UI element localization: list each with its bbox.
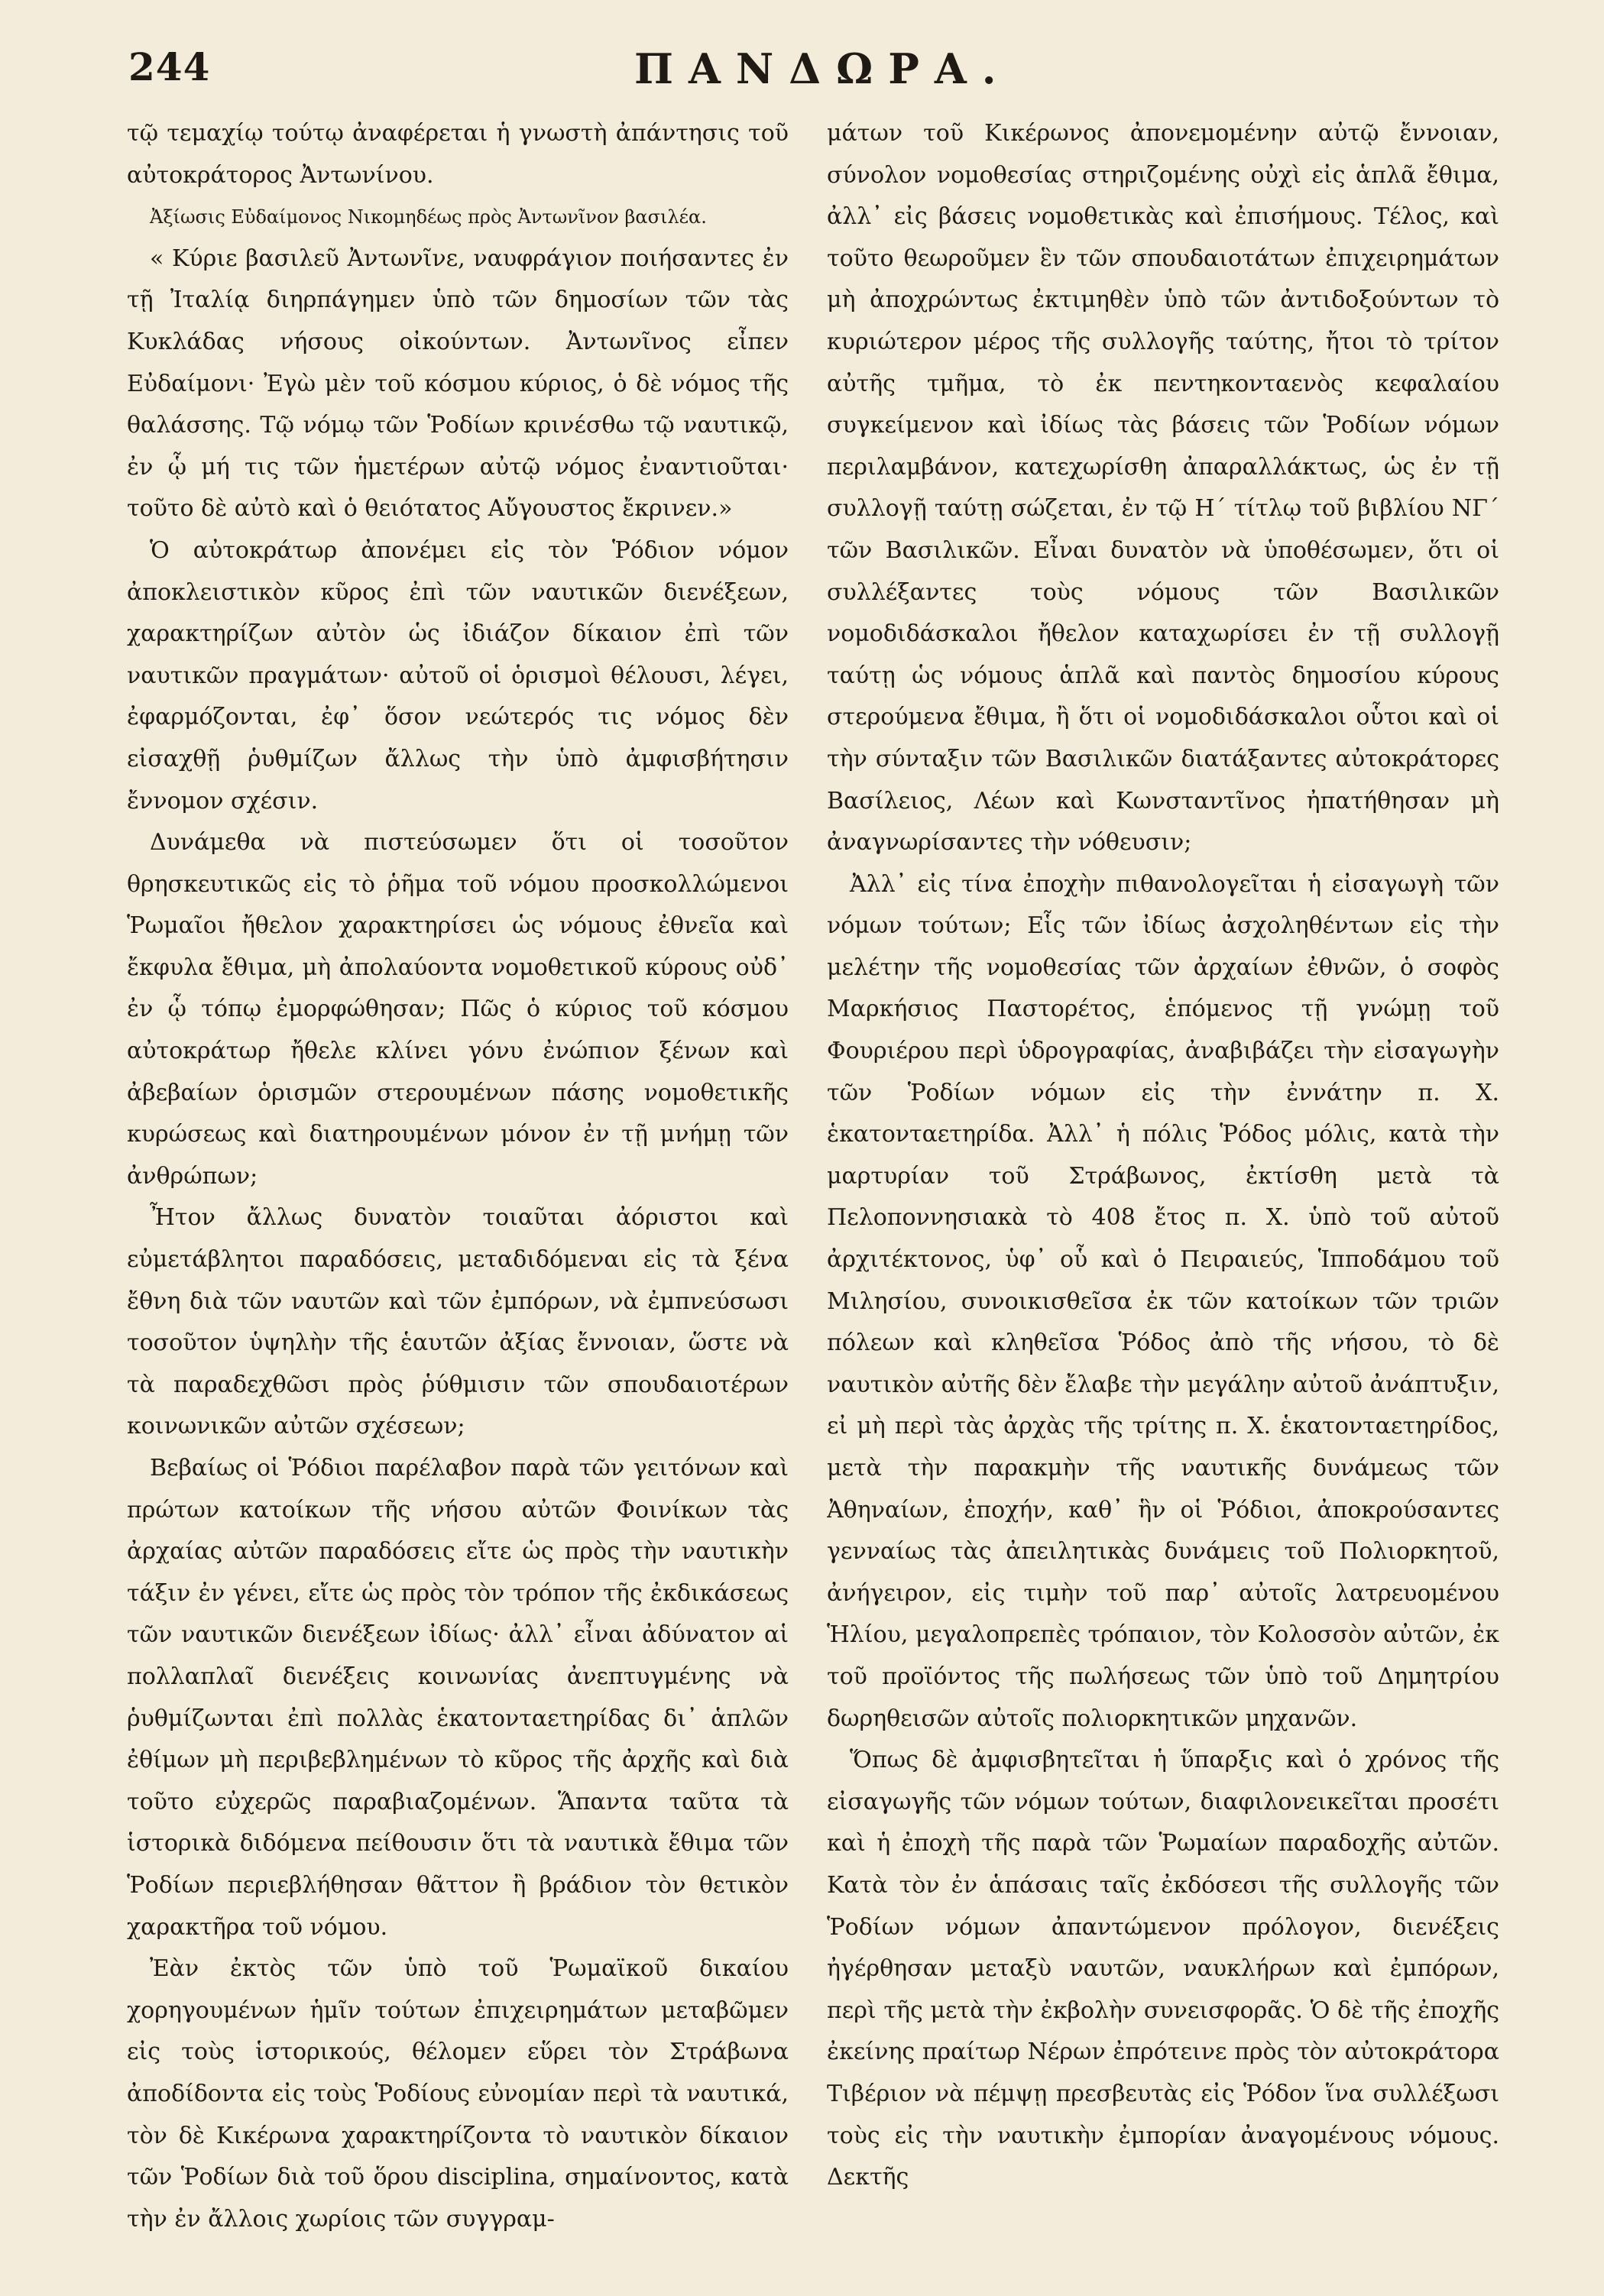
- paragraph: Βεβαίως οἱ Ῥόδιοι παρέλαβον παρὰ τῶν γειτόνων καὶ πρώτων κατοίκων τῆς νήσου αὐτῶν Φοινίκων τὰς ἀρχαίας αὐτῶν παραδόσεις εἴτε ὡς πρὸς τὴν ναυτικὴν τάξιν ἐν γένει, εἴτε ὡς πρὸς τὸν τρόπον τῆς ἐκδικάσεως τῶν ναυτικῶν διενέξεων ἰδίως· ἀλλ᾽ εἶναι ἀδύνατον αἱ πολλαπλαῖ διενέξεις κοινωνίας ἀνεπτυγμένης νὰ ῥυθμίζωνται ἐπὶ πολλὰς ἑκατονταετηρίδας δι᾽ ἁπλῶν ἐθίμων μὴ περιβεβλημένων τὸ κῦρος τῆς ἀρχῆς καὶ διὰ τοῦτο εὐχερῶς παραβιαζομένων. Ἅπαντα ταῦτα τὰ ἱστορικὰ διδόμενα πείθουσιν ὅτι τὰ ναυτικὰ ἔθιμα τῶν Ῥοδίων περιεβλήθησαν θᾶττον ἢ βράδιον τὸν θετικὸν χαρακτῆρα τοῦ νόμου.: [127, 1455, 789, 1941]
- right-column: [827, 113, 1499, 2275]
- paragraph: Ἐὰν ἐκτὸς τῶν ὑπὸ τοῦ Ῥωμαϊκοῦ δικαίου χορηγουμένων ἡμῖν τούτων ἐπιχειρημάτων μεταβῶμεν εἰς τοὺς ἱστορικούς, θέλομεν εὕρει τὸν Στράβωνα ἀποδίδοντα εἰς τοὺς Ῥοδίους εὐνομίαν περὶ τὰ ναυτικά, τὸν δὲ Κικέρωνα χαρακτηρίζοντα τὸ ναυτικὸν δίκαιον τῶν Ῥοδίων διὰ τοῦ ὅρου disciplina, σημαίνοντος, κατὰ τὴν ἐν ἄλλοις χωρίοις τῶν συγγραμ-: [127, 1955, 789, 2233]
- paragraph: Ὁ αὐτοκράτωρ ἀπονέμει εἰς τὸν Ῥόδιον νόμον ἀποκλειστικὸν κῦρος ἐπὶ τῶν ναυτικῶν διενέξεων, χαρακτηρίζων αὐτὸν ὡς ἰδιάζον δίκαιον ἐπὶ τῶν ναυτικῶν πραγμάτων· αὐτοῦ οἱ ὁρισμοὶ θέλουσι, λέγει, ἐφαρμόζονται, ἐφ᾽ ὅσον νεώτερός τις νόμος δὲν εἰσαχθῇ ῥυθμίζων ἄλλως τὴν ὑπὸ ἀμφισβήτησιν ἔννομον σχέσιν.: [127, 536, 789, 814]
- paragraph: « Κύριε βασιλεῦ Ἀντωνῖνε, ναυφράγιον ποιήσαντες ἐν τῇ Ἰταλίᾳ διηρπάγημεν ὑπὸ τῶν δημοσίων τῶν τὰς Κυκλάδας νήσους οἰκούντων. Ἀντωνῖνος εἶπεν Εὐδαίμονι· Ἐγὼ μὲν τοῦ κόσμου κύριος, ὁ δὲ νόμος τῆς θαλάσσης. Τῷ νόμῳ τῶν Ῥοδίων κρινέσθω τῷ ναυτικῷ, ἐν ᾧ μή τις τῶν ἡμετέρων αὐτῷ νόμος ἐναντιοῦται· τοῦτο δὲ αὐτὸ καὶ ὁ θειότατος Αὔγουστος ἔκρινεν.»: [127, 244, 789, 523]
- paragraph: Ὅπως δὲ ἀμφισβητεῖται ἡ ὕπαρξις καὶ ὁ χρόνος τῆς εἰσαγωγῆς τῶν νόμων τούτων, διαφιλονεικεῖται προσέτι καὶ ἡ ἐποχὴ τῆς παρὰ τῶν Ῥωμαίων παραδοχῆς αὐτῶν. Κατὰ τὸν ἐν ἁπάσαις ταῖς ἐκδόσεσι τῆς συλλογῆς τῶν Ῥοδίων νόμων ἀπαντώμενον πρόλογον, διενέξεις ἠγέρθησαν μεταξὺ ναυτῶν, ναυκλήρων καὶ ἐμπόρων, περὶ τῆς μετὰ τὴν ἐκβολὴν συνεισφορᾶς. Ὁ δὲ τῆς ἐποχῆς ἐκείνης πραίτωρ Νέρων ἐπρότεινε πρὸς τὸν αὐτοκράτορα Τιβέριον νὰ πέμψῃ πρεσβευτὰς εἰς Ῥόδον ἵνα συλλέξωσι τοὺς εἰς τὴν ναυτικὴν ἐμπορίαν ἀναγομένους νόμους. Δεκτῆς: [827, 1747, 1499, 2191]
- paragraph: Ἦτον ἄλλως δυνατὸν τοιαῦται ἀόριστοι καὶ εὐμετάβλητοι παραδόσεις, μεταδιδόμεναι εἰς τὰ ξένα ἔθνη διὰ τῶν ναυτῶν καὶ τῶν ἐμπόρων, νὰ ἐμπνεύσωσι τοσοῦτον ὑψηλὴν τῆς ἑαυτῶν ἀξίας ἔννοιαν, ὥστε νὰ τὰ παραδεχθῶσι πρὸς ῥύθμισιν τῶν σπουδαιοτέρων κοινωνικῶν αὐτῶν σχέσεων;: [127, 1204, 789, 1440]
- paragraph: Δυνάμεθα νὰ πιστεύσωμεν ὅτι οἱ τοσοῦτον θρησκευτικῶς εἰς τὸ ῥῆμα τοῦ νόμου προσκολλώμενοι Ῥωμαῖοι ἤθελον χαρακτηρίσει ὡς νόμους ἐθνεῖα καὶ ἔκφυλα ἔθιμα, μὴ ἀπολαύοντα νομοθετικοῦ κύρους οὐδ᾽ ἐν ᾧ τόπῳ ἐμορφώθησαν; Πῶς ὁ κύριος τοῦ κόσμου αὐτοκράτωρ ἤθελε κλίνει γόνυ ἐνώπιον ξένων καὶ ἀβεβαίων ὁρισμῶν στερουμένων πάσης νομοθετικῆς κυρώσεως καὶ διατηρουμένων μόνον ἐν τῇ μνήμῃ τῶν ἀνθρώπων;: [127, 829, 789, 1190]
- left-column: [127, 113, 789, 2275]
- paragraph: μάτων τοῦ Κικέρωνος ἀπονεμομένην αὐτῷ ἔννοιαν, σύνολον νομοθεσίας στηριζομένης οὐχὶ εἰς ἁπλᾶ ἔθιμα, ἀλλ᾽ εἰς βάσεις νομοθετικὰς καὶ ἐπισήμους. Τέλος, καὶ τοῦτο θεωροῦμεν ἓν τῶν σπουδαιοτάτων ἐπιχειρημάτων μὴ ἀποχρώντως ἐκτιμηθὲν ὑπὸ τῶν ἀντιδοξούντων τὸ κυριώτερον μέρος τῆς συλλογῆς ταύτης, ἤτοι τὸ τρίτον αὐτῆς τμῆμα, τὸ ἐκ πεντηκονταενὸς κεφαλαίου συγκείμενον καὶ ἰδίως τὰς βάσεις τῶν Ῥοδίων νόμων περιλαμβάνον, κατεχωρίσθη ἀπαραλλάκτως, ὡς ἐν τῇ συλλογῇ ταύτῃ σώζεται, ἐν τῷ Η´ τίτλῳ τοῦ βιβλίου ΝΓ´ τῶν Βασιλικῶν. Εἶναι δυνατὸν νὰ ὑποθέσωμεν, ὅτι οἱ συλλέξαντες τοὺς νόμους τῶν Βασιλικῶν νομοδιδάσκαλοι ἤθελον καταχωρίσει ἐν τῇ συλλογῇ ταύτῃ ὡς νόμους ἁπλᾶ καὶ παντὸς δημοσίου κύρους στερούμενα ἔθιμα, ἢ ὅτι οἱ νομοδιδάσκαλοι οὗτοι καὶ οἱ τὴν σύνταξιν τῶν Βασιλικῶν διατάξαντες αὐτοκράτορες Βασίλειος, Λέων καὶ Κωνσταντῖνος ἠπατήθησαν μὴ ἀναγνωρίσαντες τὴν νόθευσιν;: [827, 120, 1499, 857]
- petition-heading: Ἀξίωσις Εὐδαίμονος Νικομηδέως πρὸς Ἀντωνῖνον βασιλέα.: [150, 206, 707, 228]
- running-head-title: ΠΑΝΔΩΡΑ.: [634, 44, 1012, 93]
- paragraph: τῷ τεμαχίῳ τούτῳ ἀναφέρεται ἡ γνωστὴ ἀπάντησις τοῦ αὐτοκράτορος Ἀντωνίνου.: [127, 120, 789, 189]
- paragraph: Ἀλλ᾽ εἰς τίνα ἐποχὴν πιθανολογεῖται ἡ εἰσαγωγὴ τῶν νόμων τούτων; Εἷς τῶν ἰδίως ἀσχοληθέντων εἰς τὴν μελέτην τῆς νομοθεσίας τῶν ἀρχαίων ἐθνῶν, ὁ σοφὸς Μαρκήσιος Παστορέτος, ἑπόμενος τῇ γνώμῃ τοῦ Φουριέρου περὶ ὑδρογραφίας, ἀναβιβάζει τὴν εἰσαγωγὴν τῶν Ῥοδίων νόμων εἰς τὴν ἐννάτην π. Χ. ἑκατονταετηρίδα. Ἀλλ᾽ ἡ πόλις Ῥόδος μόλις, κατὰ τὴν μαρτυρίαν τοῦ Στράβωνος, ἐκτίσθη μετὰ τὰ Πελοποννησιακὰ τὸ 408 ἔτος π. Χ. ὑπὸ τοῦ αὐτοῦ ἀρχιτέκτονος, ὑφ᾽ οὗ καὶ ὁ Πειραιεύς, Ἱπποδάμου τοῦ Μιλησίου, συνοικισθεῖσα ἐκ τῶν κατοίκων τῶν τριῶν πόλεων καὶ κληθεῖσα Ῥόδος ἀπὸ τῆς νήσου, τὸ δὲ ναυτικὸν αὐτῆς δὲν ἔλαβε τὴν μεγάλην αὐτοῦ ἀνάπτυξιν, εἰ μὴ περὶ τὰς ἀρχὰς τῆς τρίτης π. Χ. ἑκατονταετηρίδος, μετὰ τὴν παρακμὴν τῆς ναυτικῆς δυνάμεως τῶν Ἀθηναίων, ἐποχήν, καθ᾽ ἣν οἱ Ῥόδιοι, ἀποκρούσαντες γενναίως τὰς ἀπειλητικὰς δυνάμεις τοῦ Πολιορκητοῦ, ἀνήγειρον, εἰς τιμὴν τοῦ παρ᾽ αὐτοῖς λατρευομένου Ἡλίου, μεγαλοπρεπὲς τρόπαιον, τὸν Κολοσσὸν αὐτῶν, ἐκ τοῦ προϊόντος τῆς πωλήσεως τῶν ὑπὸ τοῦ Δημητρίου δωρηθεισῶν αὐτοῖς πολιορκητικῶν μηχανῶν.: [827, 870, 1499, 1732]
- page-number: 244: [128, 44, 211, 89]
